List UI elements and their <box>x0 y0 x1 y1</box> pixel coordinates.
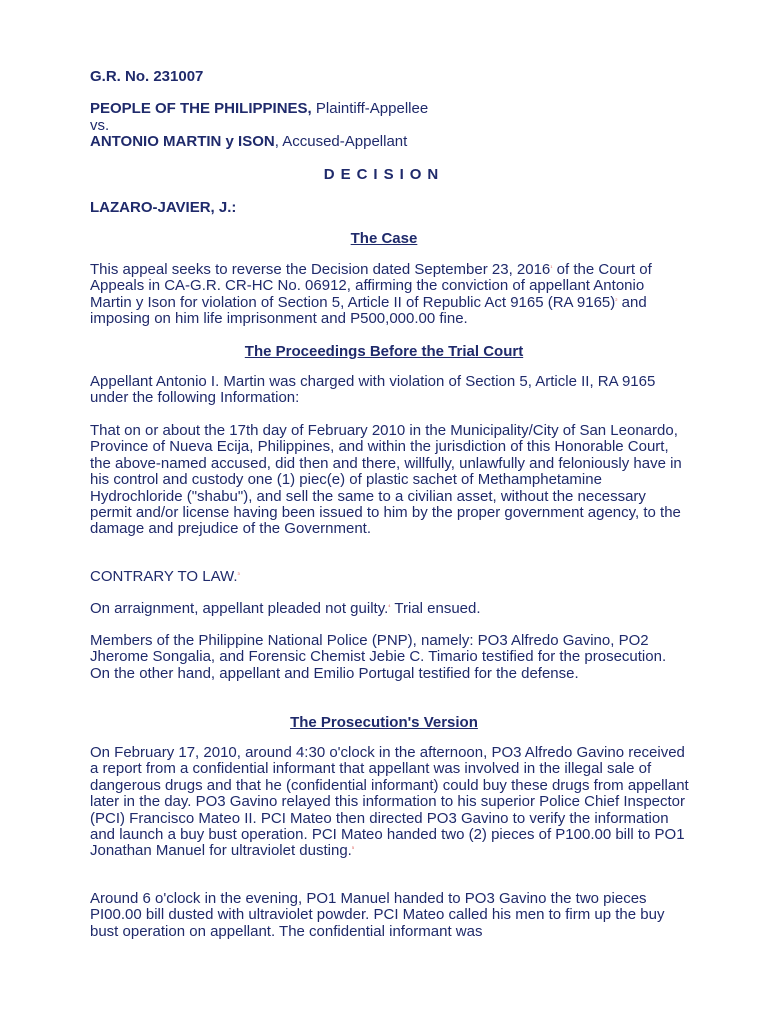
footnote-marker[interactable]: 4 <box>388 603 391 608</box>
paragraph-information: That on or about the 17th day of February 2010 in the Municipality/City of San Leonardo, Province of Nueva Ecija, Philippines, and within the jurisdiction of this Honorable Court, the above-named accused, did then and there, willfully, unlawfully and feloniously have in his control and custody one (1) piec(e) of plastic sachet of Methamphetamine Hydrochloride ("shabu"), and sell the same to a civilian asset, without the necessary permit and/or license having been issued to him by the proper government agency, to the damage and prejudice of the Government. <box>90 422 682 538</box>
paragraph-arraignment: On arraignment, appellant pleaded not guilty.$^4$ Trial ensued. <box>90 600 481 617</box>
footnote-marker[interactable]: 2 <box>615 296 618 302</box>
case-parties <box>90 101 428 151</box>
plaintiff-name: PEOPLE OF THE PHILIPPINES, <box>90 100 312 117</box>
paragraph-witnesses: Members of the Philippine National Police (PNP), namely: PO3 Alfredo Gavino, PO2 Jherome Songalia, and Forensic Chemist Jebie C. Timario testified for the prosecution. On the other hand, appellant and Emilio Portugal testified for the defense. <box>90 632 667 682</box>
paragraph-charge: Appellant Antonio I. Martin was charged with violation of Section 5, Article II, RA 9165 under the following Information: <box>90 373 656 407</box>
heading-trial-proceedings: The Proceedings Before the Trial Court <box>244 343 524 360</box>
paragraph-contrary-to-law: CONTRARY TO LAW.$^3$ <box>90 568 240 585</box>
plaintiff-line <box>90 101 428 118</box>
case-number: G.R. No. 231007 <box>90 68 204 85</box>
paragraph-report: On February 17, 2010, around 4:30 o'clock in the afternoon, PO3 Alfredo Gavino received a report from a confidential informant that appellant was involved in the illegal sale of dangerous drugs and that he (confidential informant) could buy these drugs from appellant later in the day. PO3 Gavino relayed this information to his superior Police Chief Inspector (PCI) Francisco Mateo II. PCI Mateo then directed PO3 Gavino to verify the information and launch a buy bust operation. PCI Mateo handed two (2) pieces of P100.00 bill to PO1 Jonathan Manuel for ultraviolet dusting.$^5$ <box>90 744 689 860</box>
plaintiff-role: Plaintiff-Appellee <box>311 100 429 117</box>
paragraph-appeal: This appeal seeks to reverse the Decision dated September 23, 2016$^1$ of the Court of Appeals in CA-G.R. CR-HC No. 06912, affirming the conviction of appellant Antonio Martin y Ison for violation of Section 5, Article II of Republic Act 9165 (RA 9165)$^2$ and imposing on him life imprisonment and P500,000.00 fine. <box>90 261 652 328</box>
accused-name: ANTONIO MARTIN y ISON <box>90 133 275 150</box>
ponente: LAZARO-JAVIER, J.: <box>90 199 237 216</box>
accused-line <box>90 134 428 151</box>
decision-title: DECISION <box>323 166 445 183</box>
accused-role: , Accused-Appellant <box>274 133 408 150</box>
paragraph-buy-bust: Around 6 o'clock in the evening, PO1 Manuel handed to PO3 Gavino the two pieces PI00.00 bill dusted with ultraviolet powder. PCI Mateo called his men to firm up the buy bust operation on appellant. The confidential informant was <box>90 890 665 940</box>
heading-the-case: The Case <box>350 230 418 247</box>
footnote-marker[interactable]: 3 <box>237 571 240 576</box>
versus: vs. <box>90 116 110 134</box>
heading-prosecution-version: The Prosecution's Version <box>290 714 478 731</box>
footnote-marker[interactable]: 1 <box>550 264 553 269</box>
footnote-marker[interactable]: 5 <box>351 845 355 851</box>
